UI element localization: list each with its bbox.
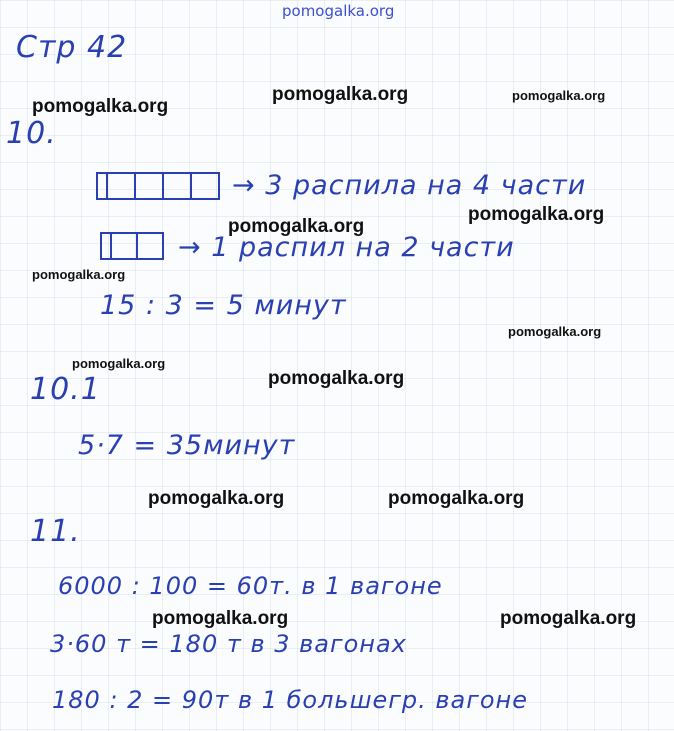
task10-1-line1: 5·7 = 35минут <box>78 430 296 461</box>
page-label: Стр 42 <box>16 30 128 65</box>
task10-1-number: 10.1 <box>30 372 101 407</box>
watermark: pomogalka.org <box>32 267 126 282</box>
task11-line2: 3·60 т = 180 т в 3 вагонах <box>50 630 407 658</box>
watermark: pomogalka.org <box>228 216 365 237</box>
bar-cell <box>112 232 138 260</box>
watermark: pomogalka.org <box>512 88 606 103</box>
watermark: pomogalka.org <box>272 84 409 105</box>
bar-cell <box>136 172 164 200</box>
watermark: pomogalka.org <box>152 608 289 629</box>
watermark: pomogalka.org <box>268 368 405 389</box>
watermark: pomogalka.org <box>508 324 602 339</box>
task11-number: 11. <box>30 514 81 549</box>
task10-line1: → 3 распила на 4 части <box>232 170 587 201</box>
watermark: pomogalka.org <box>468 204 605 225</box>
task11-line1: 6000 : 100 = 60т. в 1 вагоне <box>58 572 443 600</box>
watermark: pomogalka.org <box>148 488 285 509</box>
bar-cell <box>192 172 220 200</box>
task11-line3: 180 : 2 = 90т в 1 большегр. вагоне <box>52 686 529 714</box>
task10-line2: → 1 распил на 2 части <box>178 232 515 263</box>
bar-diagram-2-parts <box>100 232 164 260</box>
bar-cell <box>96 172 108 200</box>
bar-cell <box>108 172 136 200</box>
bar-cell <box>164 172 192 200</box>
watermark: pomogalka.org <box>388 488 525 509</box>
bar-diagram-4-parts <box>96 172 220 200</box>
watermark: pomogalka.org <box>32 96 169 117</box>
watermark: pomogalka.org <box>72 356 166 371</box>
bar-cell <box>138 232 164 260</box>
task10-line3: 15 : 3 = 5 минут <box>100 290 347 321</box>
bar-cell <box>100 232 112 260</box>
watermark: pomogalka.org <box>500 608 637 629</box>
task10-number: 10. <box>6 116 57 151</box>
site-watermark-top[interactable]: pomogalka.org <box>282 2 395 20</box>
